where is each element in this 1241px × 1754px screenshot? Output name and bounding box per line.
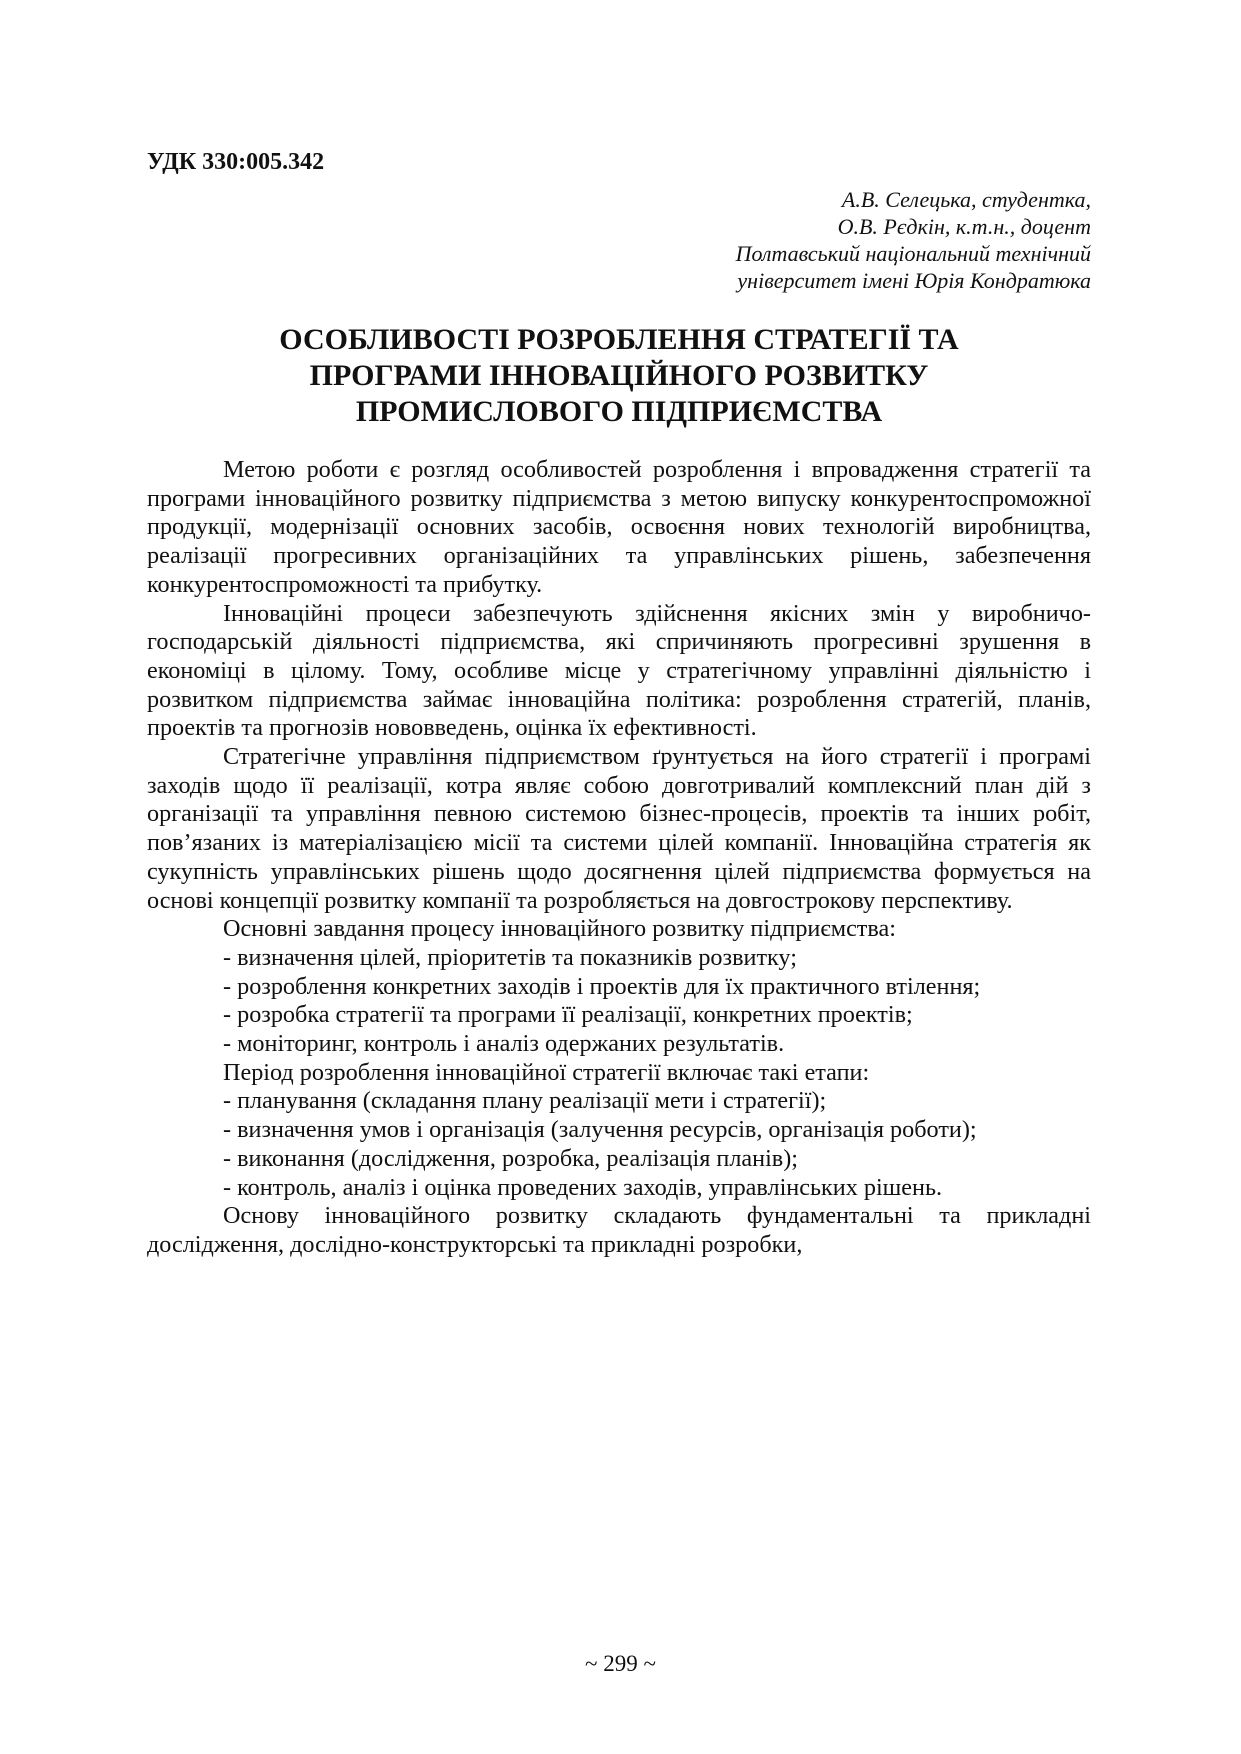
list-item: - моніторинг, контроль і аналіз одержаних результатів. [223, 1030, 785, 1058]
title-line: ПРОГРАМИ ІННОВАЦІЙНОГО РОЗВИТКУ [309, 359, 929, 392]
list-item: - контроль, аналіз і оцінка проведених заходів, управлінських рішень. [223, 1173, 943, 1201]
list-item: - розроблення конкретних заходів і проектів для їх практичного втілення; [223, 972, 981, 1000]
body-text [147, 456, 1091, 1260]
author-block [491, 186, 1091, 294]
paragraph: Стратегічне управління підприємством ґрунтується на його стратегії і програмі заходів щодо її реалізації, котра являє собою довготривалий комплексний план дій з організації та управління певною системою бізнес-процесів, проектів та інших робіт, пов’язаних із матеріалізацією місії та системи цілей компанії. Інноваційна стратегія як сукупність управлінських рішень щодо досягнення цілей підприємства формується на основі концепції розвитку компанії та розробляється на довгострокову перспективу. [147, 743, 1091, 914]
list-item: - виконання (дослідження, розробка, реалізація планів); [223, 1144, 798, 1172]
affiliation-line: університет імені Юрія Кондратюка [737, 268, 1091, 293]
list-item: - визначення умов і організація (залучення ресурсів, організація роботи); [223, 1116, 977, 1144]
paragraph: Метою роботи є розгляд особливостей розроблення і впровадження стратегії та програми інноваційного розвитку підприємства з метою випуску конкурентоспроможної продукції, модернізації основних засобів, освоєння нових технологій виробництва, реалізації прогресивних організаційних та управлінських рішень, забезпечення конкурентоспроможності та прибутку. [147, 456, 1091, 598]
stages-list [147, 1087, 1091, 1202]
paragraph: Інноваційні процеси забезпечують здійснення якісних змін у виробничо-господарській діяльності підприємства, які спричиняють прогресивні зрушення в економіці в цілому. Тому, особливе місце у стратегічному управлінні діяльністю і розвитком підприємства займає інноваційна політика: розроблення стратегій, планів, проектів та прогнозів нововведень, оцінка їх ефективності. [147, 599, 1091, 742]
list-item: - планування (складання плану реалізації мети і стратегії); [223, 1087, 827, 1115]
title-line: ОСОБЛИВОСТІ РОЗРОБЛЕННЯ СТРАТЕГІЇ ТА [279, 323, 959, 356]
udc-code: УДК 330:005.342 [147, 149, 325, 175]
list-item: - розробка стратегії та програми її реалізації, конкретних проектів; [223, 1001, 913, 1029]
paragraph: Період розроблення інноваційної стратегії включає такі етапи: [223, 1058, 870, 1086]
paragraph: Основу інноваційного розвитку складають фундаментальні та прикладні дослідження, дослідно-конструкторські та прикладні розробки, [147, 1202, 1091, 1258]
tasks-list [147, 944, 1091, 1059]
page-number: ~ 299 ~ [585, 1651, 656, 1676]
paragraph: Основні завдання процесу інноваційного розвитку підприємства: [223, 915, 896, 943]
title-line: ПРОМИСЛОВОГО ПІДПРИЄМСТВА [355, 395, 883, 428]
list-item: - визначення цілей, пріоритетів та показників розвитку; [223, 943, 797, 971]
affiliation-line: Полтавський національний технічний [735, 241, 1091, 266]
author-line: О.В. Рєдкін, к.т.н., доцент [837, 214, 1091, 239]
paper-title [147, 322, 1091, 430]
author-line: А.В. Селецька, студентка, [841, 187, 1091, 212]
